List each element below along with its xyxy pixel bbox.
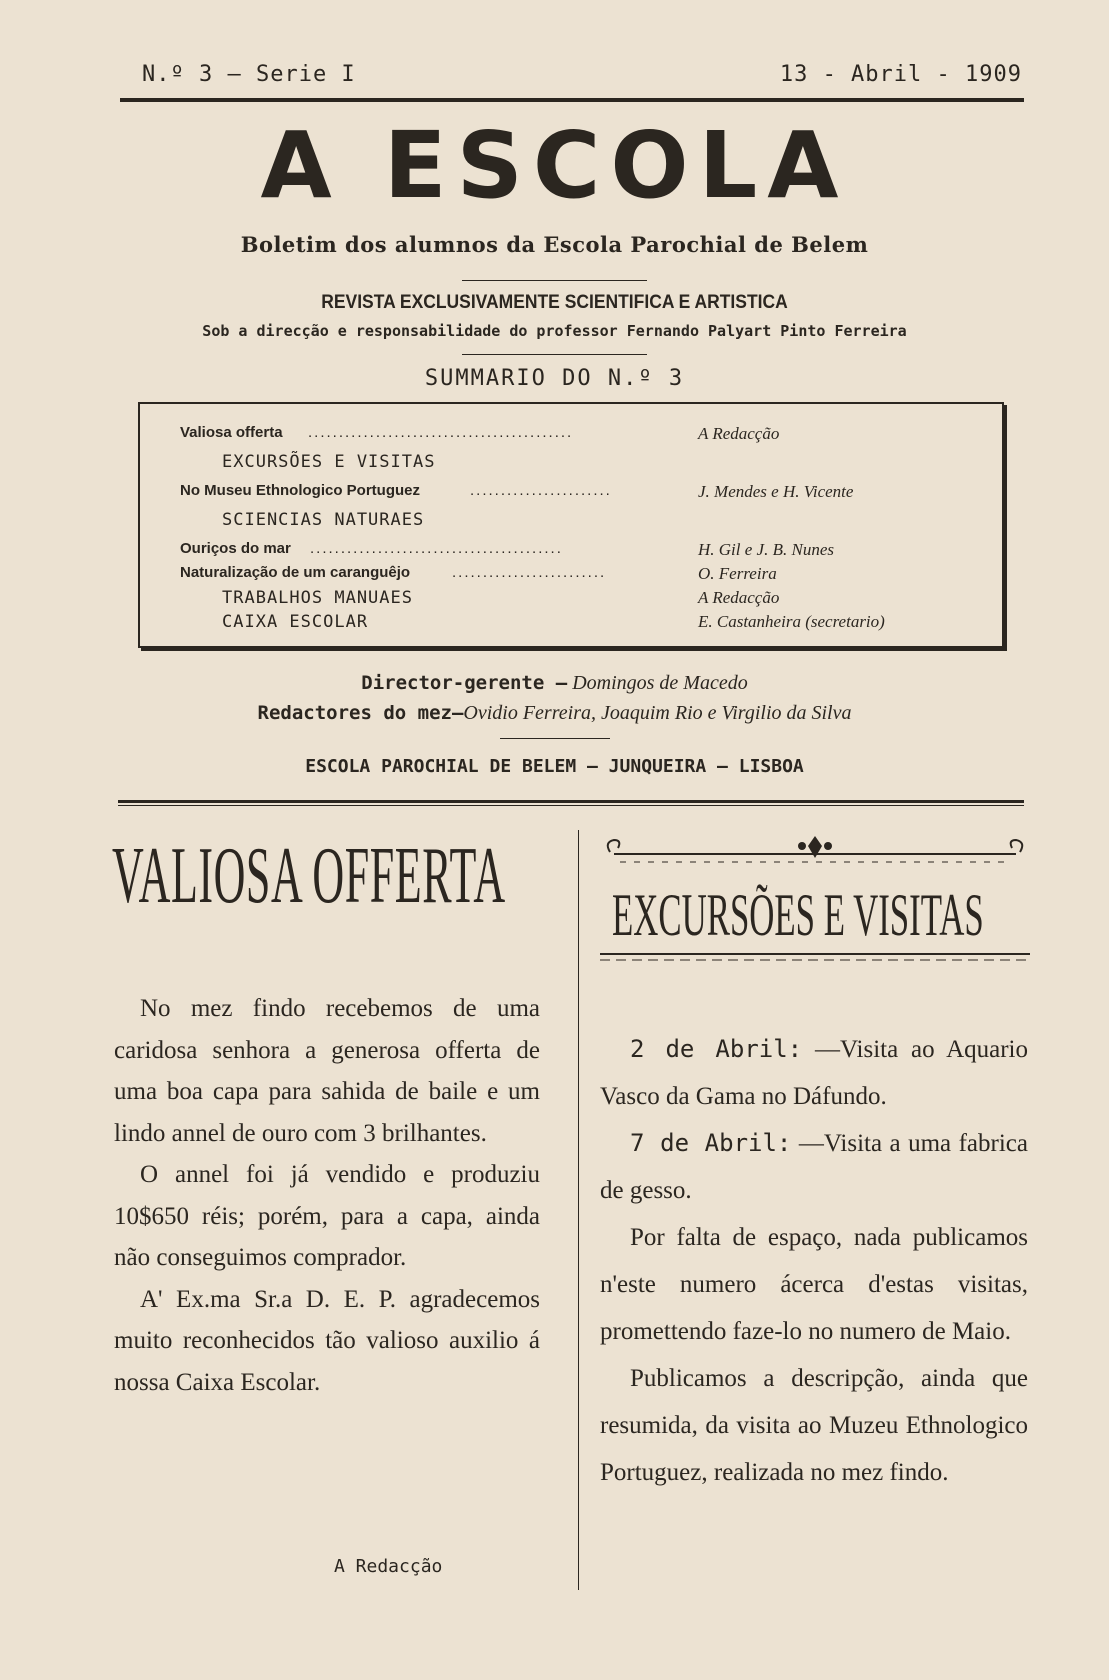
summary-section xyxy=(180,510,980,536)
summary-item-title: Valiosa offerta xyxy=(180,424,283,441)
summary-row xyxy=(180,424,980,450)
dot-leader: ......................................... xyxy=(310,540,563,557)
direction-line: Sob a direcção e responsabilidade do professor Fernando Palyart Pinto Ferreira xyxy=(202,322,907,340)
editors-line xyxy=(0,702,1109,725)
summary-item-author: E. Castanheira (secretario) xyxy=(698,612,885,631)
masthead: A ESCOLA xyxy=(260,112,849,219)
article-paragraph: Por falta de espaço, nada publicamos n'este numero ácerca d'estas visitas, promettendo faze-lo no numero de Maio. xyxy=(600,1224,1028,1345)
summary-section-title: SCIENCIAS NATURAES xyxy=(222,510,425,530)
visit-text: —Visita ao Aquario Vasco da Gama no Dáfundo. xyxy=(600,1036,1028,1110)
director-name: Domingos de Macedo xyxy=(572,672,748,694)
director-line xyxy=(0,672,1109,695)
subtitle: Boletim dos alumnos da Escola Parochial de Belem xyxy=(240,232,869,257)
visit-date: 2 de Abril: xyxy=(630,1035,803,1063)
article-title-valiosa-offerta: VALIOSA OFFERTA xyxy=(112,832,506,920)
article-paragraph: No mez findo recebemos de uma caridosa senhora a generosa offerta de uma boa capa para sahida de baile e um lindo annel de ouro com 3 brilhantes. xyxy=(114,995,540,1147)
director-label: Director-gerente — xyxy=(361,672,568,694)
summary-section-title: CAIXA ESCOLAR xyxy=(222,612,369,632)
editors-names: Ovidio Ferreira, Joaquim Rio e Virgilio da Silva xyxy=(463,702,852,724)
article-body-valiosa-offerta xyxy=(114,988,540,1403)
article-paragraph: O annel foi já vendido e produziu 10$650 réis; porém, para a capa, ainda não conseguimos comprador. xyxy=(114,1161,540,1271)
column-divider xyxy=(578,830,579,1590)
flourish-ornament-icon xyxy=(600,830,1030,870)
article-paragraph: Publicamos a descripção, ainda que resumida, da visita ao Muzeu Ethnologico Portuguez, realizada no mez findo. xyxy=(600,1365,1028,1486)
double-rule xyxy=(118,800,1024,806)
issue-date: 13 - Abril - 1909 xyxy=(779,62,1022,87)
summary-row xyxy=(180,540,980,566)
article-paragraph: A' Ex.ma Sr.a D. E. P. agradecemos muito reconhecidos tão valioso auxilio á nossa Caixa Escolar. xyxy=(114,1285,540,1396)
visit-entry xyxy=(600,1026,1028,1120)
summary-item-author: J. Mendes e H. Vicente xyxy=(698,482,854,501)
article-signature: A Redacção xyxy=(334,1556,443,1577)
summary-section-title: TRABALHOS MANUAES xyxy=(222,588,413,608)
article-body-excursoes xyxy=(600,1026,1028,1496)
summary-item-author: A Redacção xyxy=(698,424,780,443)
summary-item-title: Ouriços do mar xyxy=(180,540,291,557)
visit-text: —Visita a uma fabrica de gesso. xyxy=(600,1130,1028,1204)
summary-section-title: EXCURSÕES E VISITAS xyxy=(222,452,436,472)
dot-leader: ........................................... xyxy=(308,424,574,441)
summary-title: SUMMARIO DO N.º 3 xyxy=(424,366,685,391)
summary-section xyxy=(180,612,980,638)
summary-row xyxy=(180,564,980,590)
summary-section xyxy=(180,588,980,614)
summary-section xyxy=(180,452,980,478)
dot-leader: ......................... xyxy=(452,564,607,581)
summary-item-author: H. Gil e J. B. Nunes xyxy=(698,540,834,559)
issue-line xyxy=(142,62,1022,96)
visit-entry xyxy=(600,1120,1028,1214)
editors-label: Redactores do mez— xyxy=(257,702,464,724)
summary-row xyxy=(180,482,980,508)
summary-box xyxy=(138,402,1004,648)
revista-line: REVISTA EXCLUSIVAMENTE SCIENTIFICA E ARTISTICA xyxy=(321,292,788,313)
visit-date: 7 de Abril: xyxy=(630,1129,792,1157)
summary-item-author: O. Ferreira xyxy=(698,564,777,583)
summary-item-title: No Museu Ethnologico Portuguez xyxy=(180,482,420,499)
dot-leader: ....................... xyxy=(470,482,612,499)
divider-rule xyxy=(462,280,647,281)
issue-number: N.º 3 — Serie I xyxy=(142,62,356,87)
divider-rule xyxy=(462,354,647,355)
summary-item-author: A Redacção xyxy=(698,588,780,607)
divider-rule xyxy=(500,738,610,739)
border-ornament-icon xyxy=(600,950,1030,964)
summary-item-title: Naturalização de um caranguêjo xyxy=(180,564,411,581)
school-address: ESCOLA PAROCHIAL DE BELEM — JUNQUEIRA — LISBOA xyxy=(305,756,804,777)
article-title-excursoes: EXCURSÕES E VISITAS xyxy=(612,882,984,948)
top-rule xyxy=(120,98,1024,102)
